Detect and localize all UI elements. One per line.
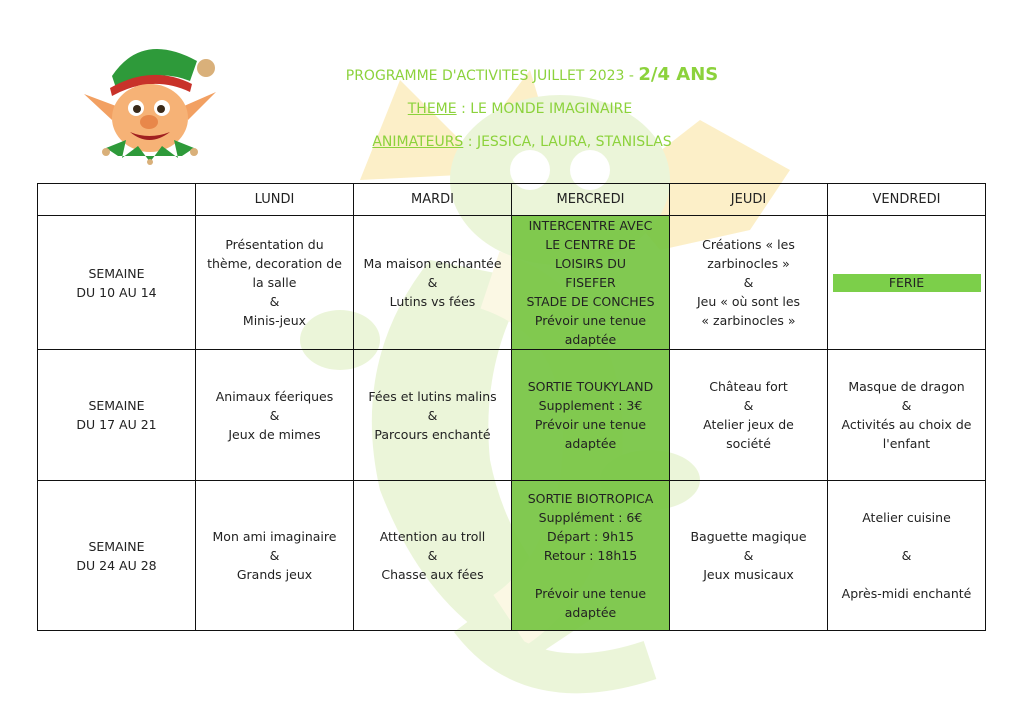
header-jeudi: JEUDI xyxy=(670,184,828,216)
theme-value: : LE MONDE IMAGINAIRE xyxy=(461,101,633,117)
age-group: 2/4 ANS xyxy=(638,64,719,85)
activity-spacer xyxy=(516,565,665,584)
activity-line: SORTIE TOUKYLAND xyxy=(527,379,654,394)
schedule-table xyxy=(37,183,986,631)
activity-line: « zarbinocles » xyxy=(701,313,796,328)
cell-mercredi xyxy=(512,350,670,481)
week-label xyxy=(38,350,196,481)
header-mercredi: MERCREDI xyxy=(512,184,670,216)
cell-lundi xyxy=(196,481,354,631)
activity-line: zarbinocles » xyxy=(707,256,790,271)
activity-line: Prévoir une tenue xyxy=(534,586,647,601)
activity-line: Chasse aux fées xyxy=(381,567,484,582)
activity-line: adaptée xyxy=(564,332,617,347)
week-row-1 xyxy=(38,216,986,350)
activity-line: Jeux musicaux xyxy=(703,567,794,582)
animateurs-label: ANIMATEURS xyxy=(372,134,464,150)
header-row xyxy=(38,184,986,216)
cell-mardi xyxy=(354,481,512,631)
activity-line: Départ : 9h15 xyxy=(547,529,634,544)
activity-line: adaptée xyxy=(564,436,617,451)
activity-line: Activités au choix de xyxy=(841,417,972,432)
theme-line xyxy=(8,101,1024,117)
week-label-line: SEMAINE xyxy=(88,538,145,554)
activity-line: Supplement : 3€ xyxy=(538,398,643,413)
cell-mercredi xyxy=(512,216,670,350)
activity-line: Atelier cuisine xyxy=(862,510,951,525)
activity-line: Minis-jeux xyxy=(242,313,307,328)
activity-line: la salle xyxy=(252,275,297,290)
activity-line: Prévoir une tenue xyxy=(534,417,647,432)
activity-line: l'enfant xyxy=(882,436,931,451)
activity-line: STADE DE CONCHES xyxy=(526,294,655,309)
activity-line: Retour : 18h15 xyxy=(543,548,638,563)
week-dates: DU 17 AU 21 xyxy=(76,417,157,432)
activity-line: adaptée xyxy=(564,605,617,620)
cell-lundi xyxy=(196,216,354,350)
activity-line: Jeux de mimes xyxy=(228,426,321,442)
activity-line: & xyxy=(269,548,280,563)
activity-line: Présentation du xyxy=(225,237,324,252)
activity-line: Fées et lutins malins xyxy=(368,388,497,404)
ferie-badge: FERIE xyxy=(833,274,981,292)
activity-line: & xyxy=(743,275,754,290)
activity-line: & xyxy=(901,548,912,563)
activity-line: Lutins vs fées xyxy=(389,294,476,309)
activity-line: Animaux féeriques xyxy=(215,388,334,404)
activity-line: & xyxy=(427,548,438,563)
activity-line: FISEFER xyxy=(565,275,616,290)
title-text: PROGRAMME D'ACTIVITES JUILLET 2023 - xyxy=(345,68,634,84)
cell-mardi xyxy=(354,350,512,481)
cell-jeudi xyxy=(670,350,828,481)
activity-line: Créations « les xyxy=(702,237,795,252)
week-label-line: SEMAINE xyxy=(88,265,145,281)
activity-line: & xyxy=(743,398,754,413)
activity-line: Ma maison enchantée xyxy=(363,256,502,271)
activity-line: LOISIRS DU xyxy=(554,256,627,271)
activity-line: Baguette magique xyxy=(690,529,807,544)
theme-label: THEME xyxy=(407,101,457,117)
activity-line: thème, decoration de xyxy=(207,256,342,271)
activity-spacer xyxy=(832,565,981,584)
animateurs-line xyxy=(10,134,1024,150)
cell-vendredi xyxy=(828,350,986,481)
activity-line: Atelier jeux de xyxy=(703,417,794,432)
activity-line: Château fort xyxy=(709,379,788,394)
activity-line: & xyxy=(743,548,754,563)
activity-line: Après-midi enchanté xyxy=(841,586,972,601)
week-row-2 xyxy=(38,350,986,481)
week-row-3 xyxy=(38,481,986,631)
cell-vendredi xyxy=(828,216,986,350)
activity-line: LE CENTRE DE xyxy=(545,237,636,252)
activity-line: SORTIE BIOTROPICA xyxy=(527,491,654,506)
cell-mercredi xyxy=(512,481,670,631)
header-mardi: MARDI xyxy=(354,184,512,216)
activity-line: société xyxy=(726,436,771,451)
animateurs-value: : JESSICA, LAURA, STANISLAS xyxy=(467,134,672,150)
week-dates: DU 10 AU 14 xyxy=(76,284,157,300)
cell-jeudi xyxy=(670,216,828,350)
cell-jeudi xyxy=(670,481,828,631)
week-label xyxy=(38,481,196,631)
page-title xyxy=(20,64,1024,85)
activity-line: & xyxy=(427,407,438,423)
header-empty-cell xyxy=(38,184,196,216)
cell-lundi xyxy=(196,350,354,481)
activity-line: & xyxy=(901,398,912,413)
activity-line: & xyxy=(269,294,280,309)
activity-line: Jeu « où sont les xyxy=(696,294,801,309)
activity-line: & xyxy=(269,407,280,423)
activity-line: Prévoir une tenue xyxy=(534,313,647,328)
cell-mardi xyxy=(354,216,512,350)
activity-spacer xyxy=(832,527,981,546)
activity-line: Supplément : 6€ xyxy=(538,510,643,525)
activity-line: Grands jeux xyxy=(236,567,313,582)
cell-vendredi xyxy=(828,481,986,631)
activity-line: Masque de dragon xyxy=(848,379,965,394)
activity-line: Attention au troll xyxy=(379,529,486,544)
week-dates: DU 24 AU 28 xyxy=(76,557,157,573)
header-lundi: LUNDI xyxy=(196,184,354,216)
activity-line: INTERCENTRE AVEC xyxy=(528,218,653,233)
activity-line: Mon ami imaginaire xyxy=(212,529,337,544)
activity-line: Parcours enchanté xyxy=(374,426,491,442)
activity-line: & xyxy=(427,275,438,290)
week-label xyxy=(38,216,196,350)
header-vendredi: VENDREDI xyxy=(828,184,986,216)
week-label-line: SEMAINE xyxy=(88,398,145,413)
